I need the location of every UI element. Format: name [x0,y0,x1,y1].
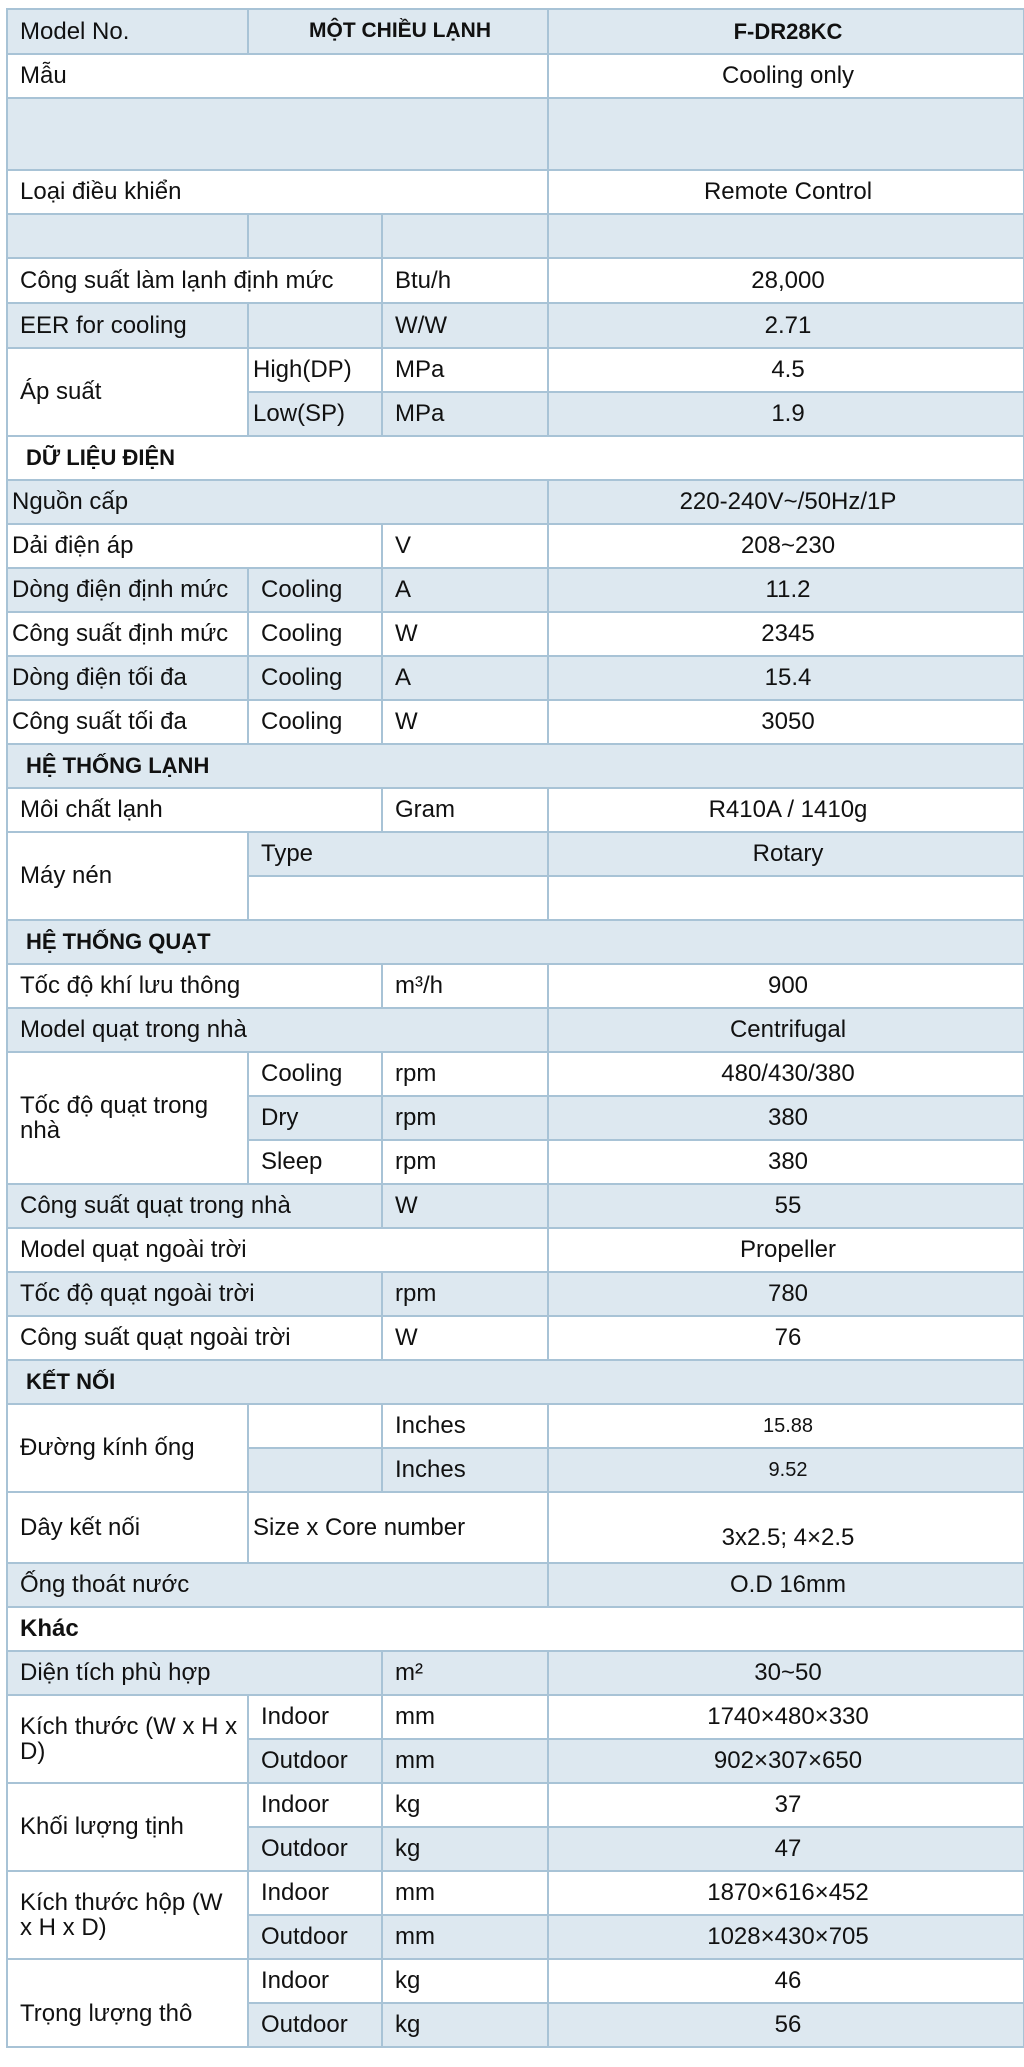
indoor-speed-sleep-unit: rpm [382,1140,548,1184]
control-value: Remote Control [548,170,1024,214]
indoor-speed-sleep-value: 380 [548,1140,1024,1184]
gross-indoor-sub: Indoor [248,1959,382,2003]
indoor-speed-dry-sub: Dry [248,1096,382,1140]
gross-indoor-value: 46 [548,1959,1024,2003]
box-outdoor-sub: Outdoor [248,1915,382,1959]
row-pipe-1 [7,1404,1024,1448]
net-indoor-value: 37 [548,1783,1024,1827]
rated-current-unit: A [382,568,548,612]
max-current-unit: A [382,656,548,700]
pressure-high-unit: MPa [382,348,548,392]
type-label: MỘT CHIỀU LẠNH [248,9,548,54]
model-label: Model No. [7,9,248,54]
max-power-unit: W [382,700,548,744]
outdoor-model-label: Model quạt ngoài trời [7,1228,548,1272]
dim-indoor-value: 1740×480×330 [548,1695,1024,1739]
row-gross-indoor [7,1959,1024,2003]
pressure-low-sub: Low(SP) [248,392,382,436]
rated-power-sub: Cooling [248,612,382,656]
voltage-range-unit: V [382,524,548,568]
indoor-speed-sleep-sub: Sleep [248,1140,382,1184]
section-fan [7,920,1024,964]
dim-outdoor-value: 902×307×650 [548,1739,1024,1783]
row-rated-power [7,612,1024,656]
box-indoor-unit: mm [382,1871,548,1915]
eer-label: EER for cooling [7,303,248,348]
gross-indoor-unit: kg [382,1959,548,2003]
blank-cell [248,214,382,258]
wire-sub: Size x Core number [248,1492,548,1563]
max-current-sub: Cooling [248,656,382,700]
capacity-label: Công suất làm lạnh định mức [7,258,382,303]
indoor-speed-cooling-value: 480/430/380 [548,1052,1024,1096]
row-blank-2 [7,214,1024,258]
area-value: 30~50 [548,1651,1024,1695]
row-power-supply [7,480,1024,524]
row-outdoor-model [7,1228,1024,1272]
blank-cell [7,214,248,258]
section-title: Khác [7,1607,1024,1651]
pressure-label: Áp suất [7,348,248,436]
pressure-high-value: 4.5 [548,348,1024,392]
header-row [7,9,1024,54]
row-dim-indoor [7,1695,1024,1739]
wire-value: 3x2.5; 4×2.5 [548,1492,1024,1563]
mau-value: Cooling only [548,54,1024,98]
row-control [7,170,1024,214]
blank-cell [548,214,1024,258]
row-blank-1 [7,98,1024,170]
area-label: Diện tích phù hợp [7,1651,382,1695]
refrigerant-label: Môi chất lạnh [7,788,382,832]
row-indoor-model [7,1008,1024,1052]
row-mau [7,54,1024,98]
rated-power-label: Công suất định mức [7,612,248,656]
voltage-range-label: Dải điện áp [7,524,382,568]
indoor-model-label: Model quạt trong nhà [7,1008,548,1052]
net-outdoor-unit: kg [382,1827,548,1871]
power-supply-value: 220-240V~/50Hz/1P [548,480,1024,524]
max-current-label: Dòng điện tối đa [7,656,248,700]
compressor-value: Rotary [548,832,1024,876]
outdoor-power-value: 76 [548,1316,1024,1360]
blank-cell [548,876,1024,920]
drain-label: Ống thoát nước [7,1563,548,1607]
indoor-power-unit: W [382,1184,548,1228]
outdoor-speed-unit: rpm [382,1272,548,1316]
indoor-speed-dry-value: 380 [548,1096,1024,1140]
dim-outdoor-unit: mm [382,1739,548,1783]
box-dimensions-label: Kích thước hộp (W x H x D) [7,1871,248,1959]
gross-outdoor-unit: kg [382,2003,548,2047]
row-area [7,1651,1024,1695]
row-refrigerant [7,788,1024,832]
net-indoor-sub: Indoor [248,1783,382,1827]
airflow-label: Tốc độ khí lưu thông [7,964,382,1008]
pipe-1-value: 15.88 [548,1404,1024,1448]
gross-outdoor-sub: Outdoor [248,2003,382,2047]
spec-table [6,8,1024,2048]
model-number: F-DR28KC [548,9,1024,54]
gross-outdoor-value: 56 [548,2003,1024,2047]
pressure-high-sub: High(DP) [248,348,382,392]
section-title: HỆ THỐNG LẠNH [7,744,1024,788]
section-other [7,1607,1024,1651]
pressure-low-value: 1.9 [548,392,1024,436]
compressor-sub: Type [248,832,548,876]
row-capacity [7,258,1024,303]
row-outdoor-speed [7,1272,1024,1316]
rated-current-label: Dòng điện định mức [7,568,248,612]
row-indoor-power [7,1184,1024,1228]
indoor-speed-cooling-sub: Cooling [248,1052,382,1096]
box-indoor-value: 1870×616×452 [548,1871,1024,1915]
row-indoor-speed-cooling [7,1052,1024,1096]
dim-outdoor-sub: Outdoor [248,1739,382,1783]
max-power-sub: Cooling [248,700,382,744]
rated-current-sub: Cooling [248,568,382,612]
drain-value: O.D 16mm [548,1563,1024,1607]
blank-cell [248,876,548,920]
indoor-power-label: Công suất quạt trong nhà [7,1184,382,1228]
box-outdoor-value: 1028×430×705 [548,1915,1024,1959]
control-label: Loại điều khiển [7,170,548,214]
row-pressure-high [7,348,1024,392]
indoor-speed-cooling-unit: rpm [382,1052,548,1096]
row-wire [7,1492,1024,1563]
rated-power-value: 2345 [548,612,1024,656]
row-outdoor-power [7,1316,1024,1360]
voltage-range-value: 208~230 [548,524,1024,568]
blank-cell [7,98,548,170]
pipe-1-unit: Inches [382,1404,548,1448]
airflow-unit: m³/h [382,964,548,1008]
blank-cell [548,98,1024,170]
net-weight-label: Khối lượng tịnh [7,1783,248,1871]
capacity-unit: Btu/h [382,258,548,303]
power-supply-label: Nguồn cấp [7,480,548,524]
outdoor-speed-value: 780 [548,1272,1024,1316]
section-cooling [7,744,1024,788]
outdoor-speed-label: Tốc độ quạt ngoài trời [7,1272,382,1316]
blank-cell [248,303,382,348]
row-max-power [7,700,1024,744]
row-voltage-range [7,524,1024,568]
max-power-value: 3050 [548,700,1024,744]
section-title: HỆ THỐNG QUẠT [7,920,1024,964]
indoor-power-value: 55 [548,1184,1024,1228]
blank-cell [248,1448,382,1492]
capacity-value: 28,000 [548,258,1024,303]
blank-cell [382,214,548,258]
row-box-indoor [7,1871,1024,1915]
compressor-label: Máy nén [7,832,248,920]
outdoor-power-label: Công suất quạt ngoài trời [7,1316,382,1360]
rated-current-value: 11.2 [548,568,1024,612]
dim-indoor-sub: Indoor [248,1695,382,1739]
rated-power-unit: W [382,612,548,656]
eer-value: 2.71 [548,303,1024,348]
row-max-current [7,656,1024,700]
section-connection [7,1360,1024,1404]
section-title: KẾT NỐI [7,1360,1024,1404]
gross-weight-label: Trọng lượng thô [7,1959,248,2047]
refrigerant-value: R410A / 1410g [548,788,1024,832]
row-drain [7,1563,1024,1607]
section-electric [7,436,1024,480]
area-unit: m² [382,1651,548,1695]
row-airflow [7,964,1024,1008]
pipe-2-value: 9.52 [548,1448,1024,1492]
row-eer [7,303,1024,348]
net-outdoor-value: 47 [548,1827,1024,1871]
outdoor-model-value: Propeller [548,1228,1024,1272]
box-indoor-sub: Indoor [248,1871,382,1915]
dim-indoor-unit: mm [382,1695,548,1739]
indoor-speed-label: Tốc độ quạt trong nhà [7,1052,248,1184]
wire-label: Dây kết nối [7,1492,248,1563]
net-indoor-unit: kg [382,1783,548,1827]
max-power-label: Công suất tối đa [7,700,248,744]
max-current-value: 15.4 [548,656,1024,700]
net-outdoor-sub: Outdoor [248,1827,382,1871]
dimensions-label: Kích thước (W x H x D) [7,1695,248,1783]
pressure-low-unit: MPa [382,392,548,436]
indoor-speed-dry-unit: rpm [382,1096,548,1140]
pipe-label: Đường kính ống [7,1404,248,1492]
pipe-2-unit: Inches [382,1448,548,1492]
refrigerant-unit: Gram [382,788,548,832]
row-net-indoor [7,1783,1024,1827]
section-title: DỮ LIỆU ĐIỆN [7,436,1024,480]
eer-unit: W/W [382,303,548,348]
row-rated-current [7,568,1024,612]
mau-label: Mẫu [7,54,548,98]
box-outdoor-unit: mm [382,1915,548,1959]
indoor-model-value: Centrifugal [548,1008,1024,1052]
outdoor-power-unit: W [382,1316,548,1360]
row-compressor [7,832,1024,876]
blank-cell [248,1404,382,1448]
airflow-value: 900 [548,964,1024,1008]
